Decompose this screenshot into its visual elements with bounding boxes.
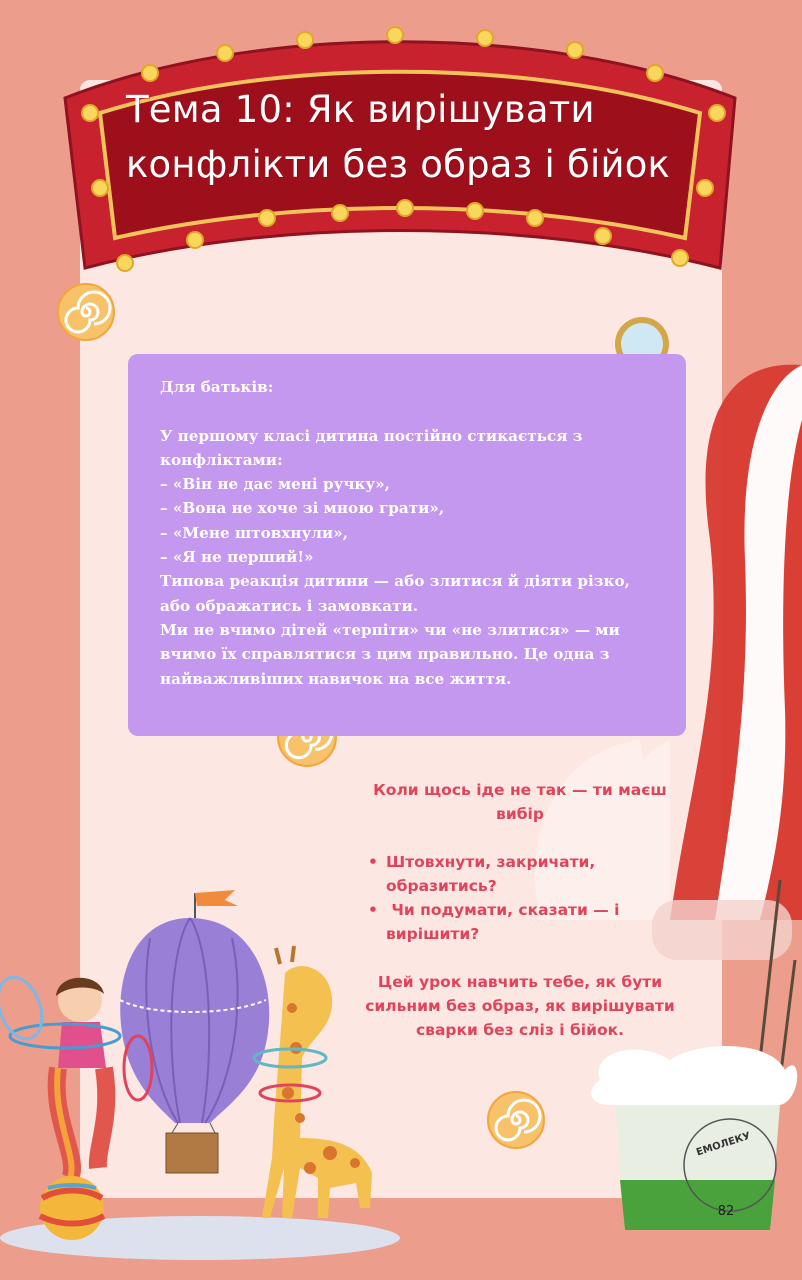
candy-icon [56,282,116,342]
quote-line: – «Я не перший!» [160,548,314,567]
page-title [126,82,726,192]
quote-line: – «Вона не хоче зі мною грати», [160,499,445,518]
page-number: 82 [717,1204,735,1219]
kids-outro-line: Цей урок навчить тебе, як бути [377,973,663,991]
parents-text [160,375,660,691]
parents-heading: Для батьків: [160,378,274,396]
quote-line: – «Він не дає мені ручку», [160,475,390,494]
body-line: найважливіших навичок на все життя. [160,669,512,688]
circus-illustration [0,888,420,1260]
body-line: вчимо їх справлятися з цим правильно. Це одна з [160,645,610,664]
kids-outro-line: сварки без сліз і бійок. [415,1021,625,1039]
body-line: Ми не вчимо дітей «терпіти» чи «не злитися» — ми [160,620,620,639]
body-line: Типова реакція дитини — або злитися й діяти різко, [160,572,630,591]
quote-line: – «Мене штовхнули», [160,523,348,542]
body-line: або ображатись і замовкати. [160,596,419,615]
title-line-1: Тема 10: Як вирішувати [126,88,595,131]
title-line-2: конфлікти без образ і бійок [126,143,671,186]
parents-intro-line: конфліктами: [160,450,283,469]
choice-line: • Чи подумати, сказати — і [386,901,620,919]
choice-line: • Штовхнути, закричати, [386,853,596,871]
kids-outro-line: сильним без образ, як вирішувати [365,997,675,1015]
kids-lead-line: вибір [496,805,544,823]
candy-icon [486,1090,546,1150]
choice-line: образитись? [386,877,497,895]
kids-lead-line: Коли щось іде не так — ти маєш [373,781,667,799]
stamp-text: ЕМОЛЕКУ [695,1130,752,1159]
parents-intro-line: У першому класі дитина постійно стикається з [160,426,583,445]
choice-line: вирішити? [386,925,480,943]
